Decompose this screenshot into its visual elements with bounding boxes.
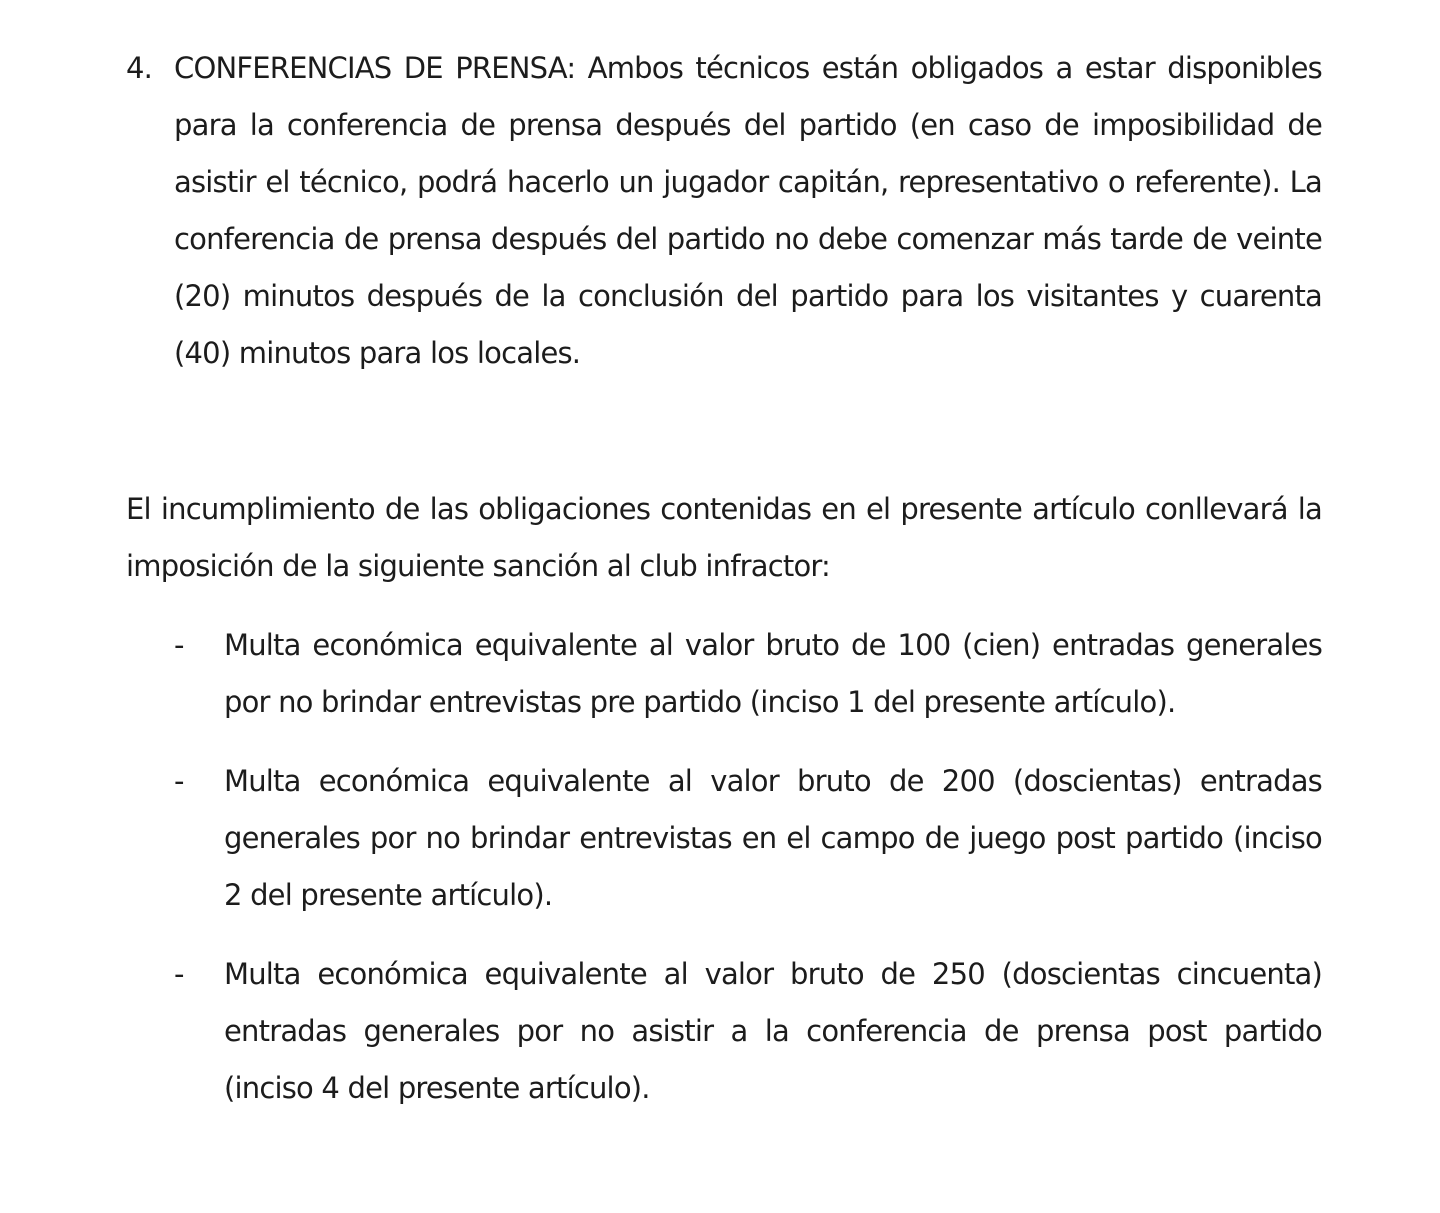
numbered-item-press-conferences bbox=[126, 40, 1322, 382]
item-number: 4. bbox=[126, 51, 153, 85]
bullet-dash: - bbox=[174, 628, 184, 662]
sanction-text: Multa económica equivalente al valor bruto de 100 (cien) entradas generales por no brindar entrevistas pre partido (inciso 1 del presente artículo). bbox=[224, 628, 1322, 719]
list-item bbox=[126, 617, 1322, 731]
sanction-text: Multa económica equivalente al valor bruto de 250 (doscientas cincuenta) entradas generales por no asistir a la conferencia de prensa post partido (inciso 4 del presente artículo). bbox=[224, 957, 1322, 1105]
bullet-dash: - bbox=[174, 957, 184, 991]
document-page bbox=[126, 40, 1322, 1139]
list-item bbox=[126, 753, 1322, 924]
sanctions-list bbox=[126, 617, 1322, 1117]
list-item bbox=[126, 946, 1322, 1117]
bullet-dash: - bbox=[174, 764, 184, 798]
item-text: CONFERENCIAS DE PRENSA: Ambos técnicos están obligados a estar disponibles para la conferencia de prensa después del partido (en caso de imposibilidad de asistir el técnico, podrá hacerlo un jugador capitán, representativo o referente). La conferencia de prensa después del partido no debe comenzar más tarde de veinte (20) minutos después de la conclusión del partido para los visitantes y cuarenta (40) minutos para los locales. bbox=[174, 51, 1322, 370]
sanction-intro-paragraph: El incumplimiento de las obligaciones contenidas en el presente artículo conllevará la imposición de la siguiente sanción al club infractor: bbox=[126, 492, 1322, 583]
sanction-text: Multa económica equivalente al valor bruto de 200 (doscientas) entradas generales por no brindar entrevistas en el campo de juego post partido (inciso 2 del presente artículo). bbox=[224, 764, 1322, 912]
